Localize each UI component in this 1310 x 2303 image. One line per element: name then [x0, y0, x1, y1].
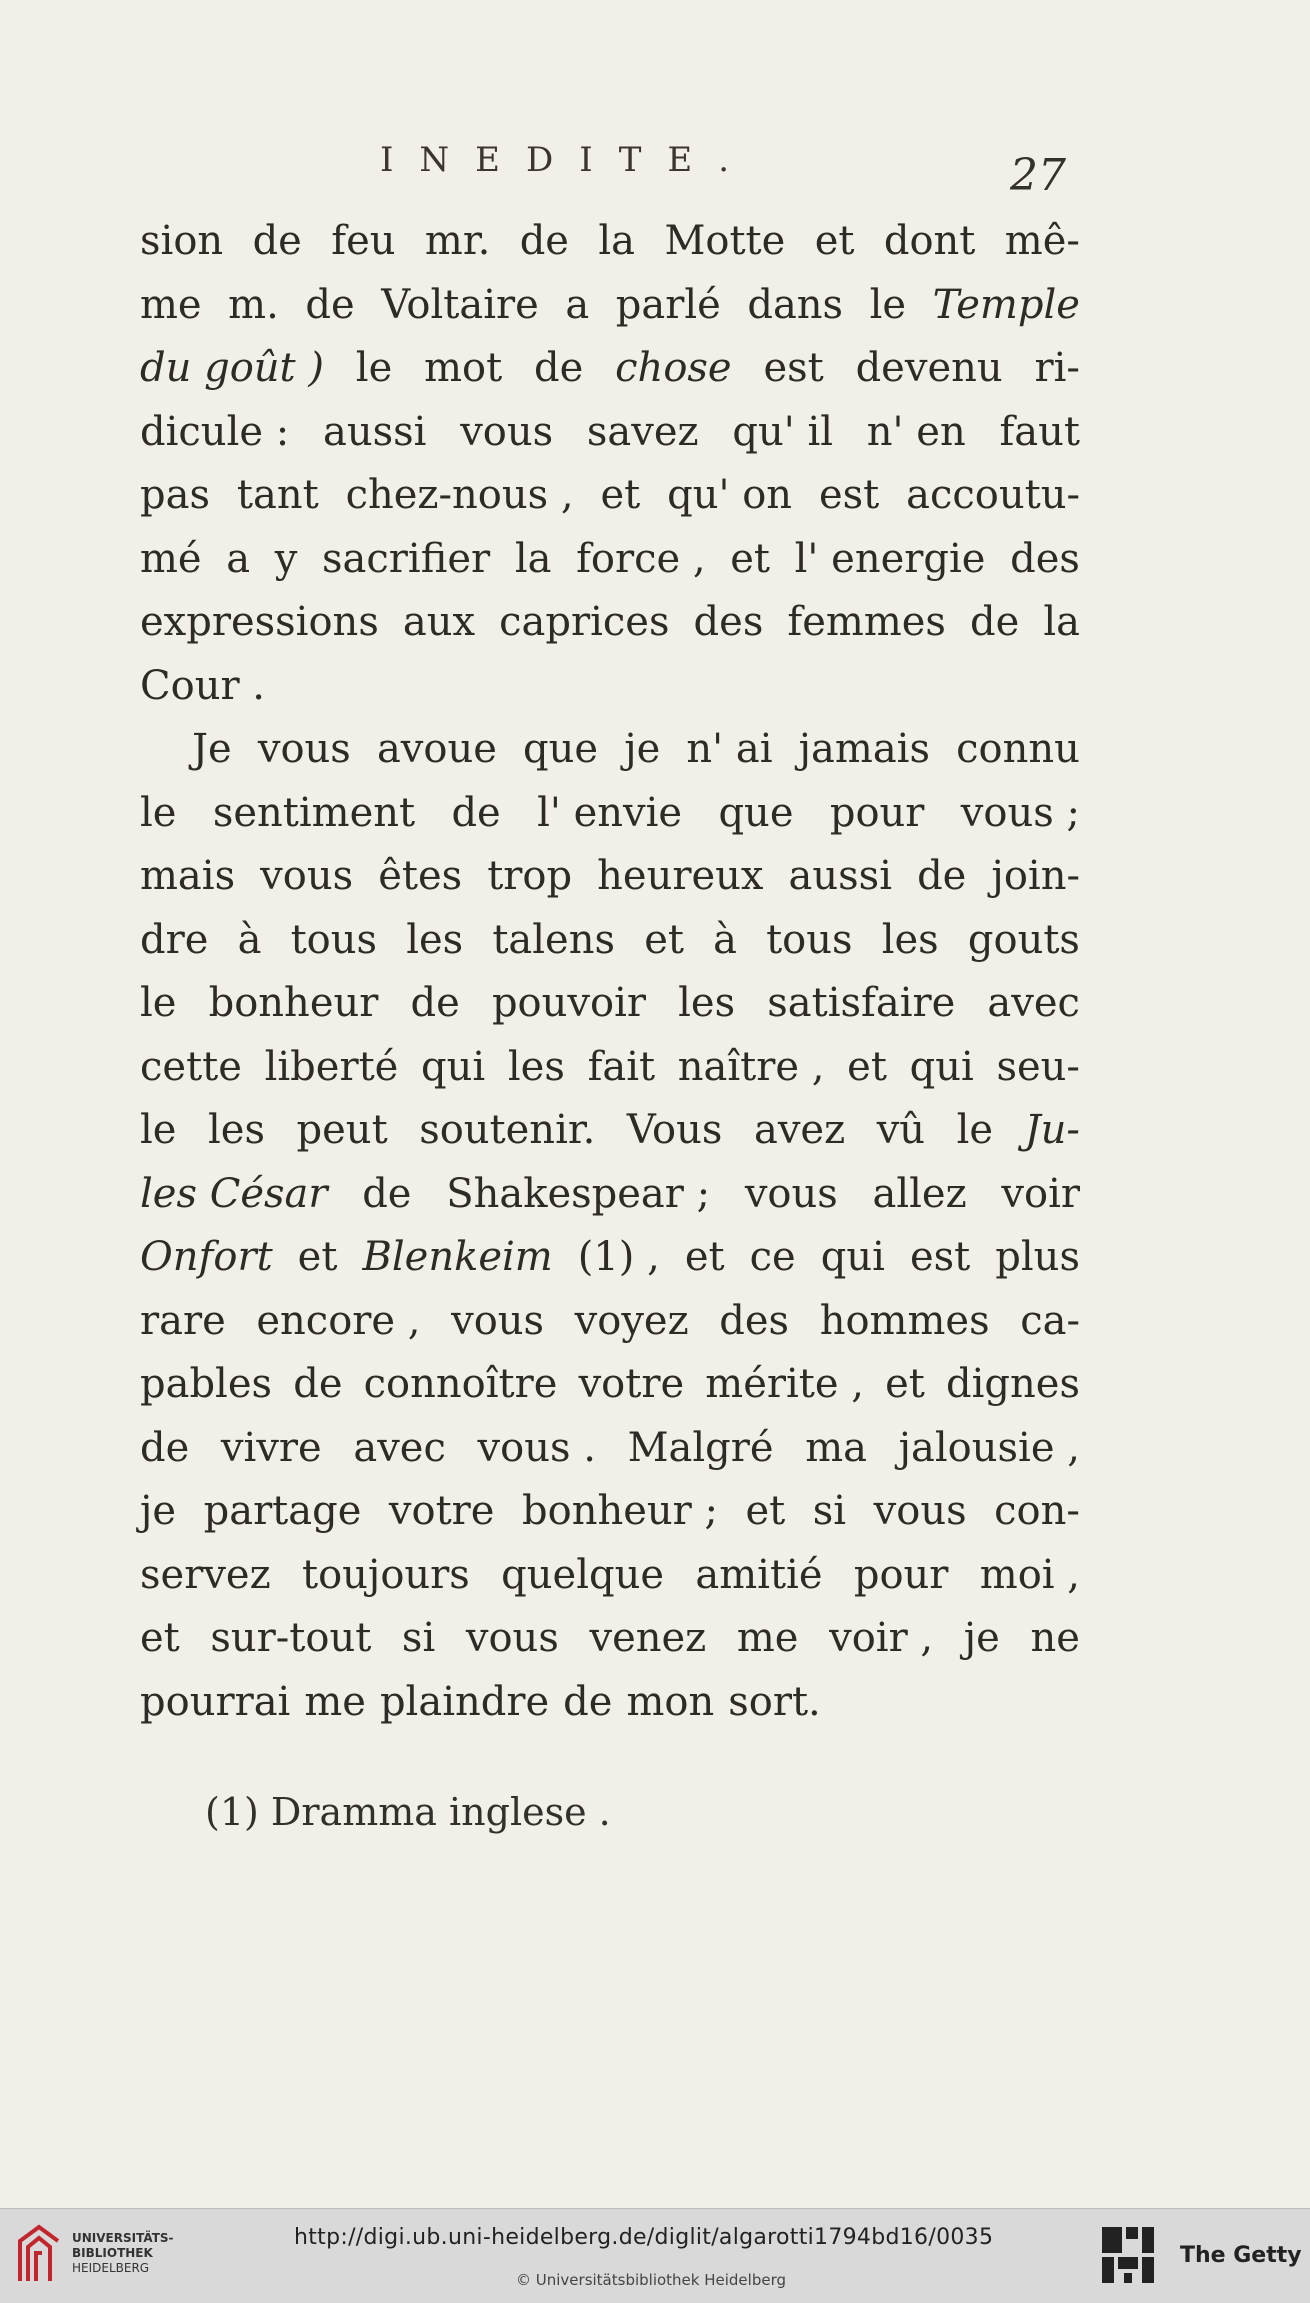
word: de [362, 1170, 412, 1217]
word: pour [829, 789, 925, 836]
word: qui [421, 1043, 486, 1090]
text-line [140, 1036, 1080, 1100]
word: quelque [501, 1551, 665, 1598]
word: plus [995, 1234, 1080, 1280]
word: satisfaire [767, 980, 956, 1026]
word: je [140, 1488, 177, 1534]
word: sacrifier [322, 535, 491, 582]
text-line [140, 1226, 1080, 1290]
word: parlé [615, 281, 721, 328]
word: gouts [967, 916, 1080, 963]
word: à [237, 916, 262, 963]
library-name-line: UNIVERSITÄTS- [72, 2231, 174, 2245]
word: vous [451, 1297, 545, 1344]
word: Temple [932, 281, 1080, 328]
word: aussi [322, 408, 427, 455]
word: pour [853, 1551, 949, 1598]
word: n' en [866, 408, 966, 455]
page-number: 27 [1010, 150, 1066, 201]
word: y [274, 535, 298, 582]
word: avez [753, 1107, 846, 1153]
text-line [140, 401, 1080, 465]
word: Voltaire [381, 281, 539, 328]
text-line [140, 1417, 1080, 1481]
word: de [970, 599, 1020, 645]
word: le [355, 345, 393, 391]
word: le [869, 281, 907, 328]
word: con- [994, 1488, 1080, 1534]
word: de [140, 1424, 190, 1471]
word: est [909, 1234, 971, 1280]
word: accoutu- [906, 472, 1080, 518]
word: trop [487, 853, 573, 899]
word: chez-nous , [345, 472, 574, 518]
word: le [956, 1107, 994, 1153]
word: si [812, 1488, 847, 1534]
word: me [140, 281, 202, 328]
word: join- [991, 853, 1080, 899]
word: Motte [664, 218, 786, 264]
text-line [140, 1353, 1080, 1417]
viewer-footer [0, 2208, 1310, 2303]
word: ce [749, 1234, 796, 1280]
word: la [598, 218, 636, 264]
word: connoître [363, 1361, 558, 1407]
running-head: INEDITE. [380, 140, 755, 180]
word: expressions [140, 599, 379, 645]
word: plaindre [379, 1678, 550, 1725]
word: Je [192, 726, 232, 772]
word: voir , [829, 1615, 934, 1661]
text-line [140, 1290, 1080, 1354]
word: faut [999, 408, 1080, 455]
word: des [1010, 535, 1080, 582]
word: que [718, 789, 794, 836]
word: qu' il [732, 408, 834, 455]
word: à [713, 916, 737, 963]
text-line [140, 1163, 1080, 1227]
partner-name: The Getty [1180, 2243, 1302, 2268]
text-line [140, 909, 1080, 973]
word: mr. [424, 218, 491, 264]
word: et [885, 1361, 925, 1407]
word: de [534, 345, 584, 391]
word: et [644, 916, 684, 963]
permalink-url[interactable]: http://digi.ub.uni-heidelberg.de/diglit/algarotti1794bd16/0035 [294, 2225, 994, 2250]
word: bonheur ; [522, 1488, 718, 1534]
heidelberg-library-logo-icon [14, 2223, 64, 2285]
word: dont [883, 218, 976, 264]
word: hommes [819, 1297, 990, 1344]
text-line [140, 1544, 1080, 1608]
word: aux [402, 599, 476, 645]
word: allez [872, 1170, 967, 1217]
word: ca- [1020, 1297, 1080, 1344]
word: vous [260, 853, 354, 899]
word: Cour . [140, 662, 265, 709]
copyright-notice: © Universitätsbibliothek Heidelberg [516, 2271, 787, 2289]
word: vivre [220, 1424, 322, 1471]
text-line [140, 274, 1080, 338]
text-line [140, 845, 1080, 909]
word: connu [956, 726, 1080, 772]
word: mérite , [705, 1361, 864, 1407]
text-line [140, 1671, 1080, 1735]
word: et [684, 1234, 725, 1280]
word: le [140, 789, 177, 836]
word: et [745, 1488, 786, 1534]
word: et [847, 1043, 887, 1090]
word: les [208, 1107, 265, 1153]
word: Malgré [627, 1424, 774, 1471]
word: naître , [677, 1043, 825, 1090]
word: mon [626, 1678, 715, 1725]
word: peut [296, 1107, 388, 1153]
word: voyez [574, 1297, 689, 1344]
word: les [406, 916, 464, 963]
word: avec [987, 980, 1080, 1026]
word: chose [615, 345, 732, 391]
library-name [72, 2231, 174, 2276]
word: de [305, 281, 355, 328]
word: vous [465, 1615, 559, 1661]
word: encore , [256, 1297, 421, 1344]
text-line [140, 718, 1080, 782]
word: Onfort [140, 1234, 273, 1280]
word: l' energie [794, 535, 986, 582]
word: soutenir. [419, 1107, 596, 1153]
word: avoue [376, 726, 497, 772]
library-name-line: HEIDELBERG [72, 2261, 150, 2275]
word: le [140, 1107, 177, 1153]
footnote: (1) Dramma inglese . [205, 1790, 611, 1834]
word: me [736, 1615, 799, 1661]
word: jalousie , [898, 1424, 1080, 1471]
word: liberté [264, 1043, 399, 1090]
text-line [140, 1607, 1080, 1671]
text-line [140, 1099, 1080, 1163]
word: bonheur [208, 980, 379, 1026]
word: que [523, 726, 599, 772]
word: votre [578, 1361, 685, 1407]
text-line [140, 591, 1080, 655]
word: partage [203, 1488, 362, 1534]
word: tous [766, 916, 853, 963]
word: dans [747, 281, 844, 328]
word: vous . [477, 1424, 596, 1471]
word: vous [873, 1488, 967, 1534]
word: de [563, 1678, 613, 1725]
word: est [818, 472, 880, 518]
word: rare [140, 1297, 226, 1344]
word: jamais [798, 726, 931, 772]
word: Vous [626, 1107, 723, 1153]
word: les [881, 916, 939, 963]
word: venez [589, 1615, 707, 1661]
word: (1) , [577, 1234, 660, 1280]
text-line [140, 1480, 1080, 1544]
word: amitié [695, 1551, 823, 1598]
word: l' envie [537, 789, 683, 836]
word: et [814, 218, 855, 264]
word: sort. [728, 1678, 821, 1725]
word: mê- [1004, 218, 1080, 264]
text-line [140, 782, 1080, 846]
word: le [140, 980, 177, 1026]
word: ma [805, 1424, 867, 1471]
word: caprices [499, 599, 670, 645]
word: tant [236, 472, 319, 518]
library-name-line: BIBLIOTHEK [72, 2246, 153, 2260]
word: me [304, 1678, 366, 1725]
word: mais [140, 853, 236, 899]
word: vous [460, 408, 554, 455]
word: heureux [597, 853, 764, 899]
word: vous [744, 1170, 838, 1217]
word: pourrai [140, 1678, 291, 1725]
text-line [140, 464, 1080, 528]
word: ne [1030, 1615, 1080, 1661]
word: sentiment [212, 789, 416, 836]
word: seu- [996, 1043, 1080, 1090]
word: de [917, 853, 967, 899]
word: avec [353, 1424, 446, 1471]
word: a [565, 281, 590, 328]
word: si [401, 1615, 436, 1661]
word: moi , [979, 1551, 1080, 1598]
word: de [293, 1361, 343, 1407]
word: m. [228, 281, 279, 328]
word: dignes [946, 1361, 1080, 1407]
word: force , [576, 535, 706, 582]
word: les [507, 1043, 565, 1090]
word: du goût ) [140, 345, 324, 391]
word: les [678, 980, 736, 1026]
word: voir [1001, 1170, 1080, 1217]
word: et [730, 535, 770, 582]
word: qui [909, 1043, 974, 1090]
word: êtes [378, 853, 463, 899]
word: vû [876, 1107, 926, 1153]
word: mé [140, 535, 202, 582]
word: de [451, 789, 501, 836]
word: pables [140, 1361, 273, 1407]
word: sur-tout [210, 1615, 372, 1661]
word: pas [140, 472, 210, 518]
word: sion [140, 218, 224, 264]
text-line [140, 528, 1080, 592]
word: dre [140, 916, 209, 963]
word: est [763, 345, 824, 391]
word: a [226, 535, 251, 582]
word: votre [388, 1488, 495, 1534]
word: de [410, 980, 460, 1026]
getty-logo-icon [1100, 2225, 1156, 2285]
word: mot [424, 345, 503, 391]
word: femmes [787, 599, 946, 645]
word: la [1043, 599, 1080, 645]
text-line [140, 655, 1080, 719]
word: et [140, 1615, 180, 1661]
word: servez [140, 1551, 271, 1598]
word: Shakespear ; [446, 1170, 711, 1217]
word: toujours [302, 1551, 470, 1598]
text-line [140, 337, 1080, 401]
word: la [514, 535, 552, 582]
word: Ju- [1024, 1107, 1080, 1153]
word: les César [140, 1170, 328, 1217]
word: savez [586, 408, 699, 455]
word: et [600, 472, 641, 518]
word: fait [587, 1043, 656, 1090]
word: aussi [788, 853, 893, 899]
word: de [519, 218, 569, 264]
word: tous [290, 916, 378, 963]
text-line [140, 972, 1080, 1036]
text-line [140, 210, 1080, 274]
word: talens [492, 916, 616, 963]
word: ri- [1034, 345, 1080, 391]
word: dicule : [140, 408, 290, 455]
word: je [963, 1615, 1000, 1661]
word: n' ai [686, 726, 773, 772]
word: qu' on [667, 472, 793, 518]
word: feu [331, 218, 396, 264]
body-text [140, 210, 1080, 1734]
word: des [719, 1297, 790, 1344]
word: cette [140, 1043, 242, 1090]
word: vous [257, 726, 351, 772]
word: de [252, 218, 302, 264]
word: vous ; [960, 789, 1080, 836]
word: devenu [855, 345, 1003, 391]
word: des [693, 599, 764, 645]
word: Blenkeim [362, 1234, 553, 1280]
word: je [624, 726, 661, 772]
word: pouvoir [491, 980, 646, 1026]
word: qui [820, 1234, 885, 1280]
word: et [297, 1234, 338, 1280]
